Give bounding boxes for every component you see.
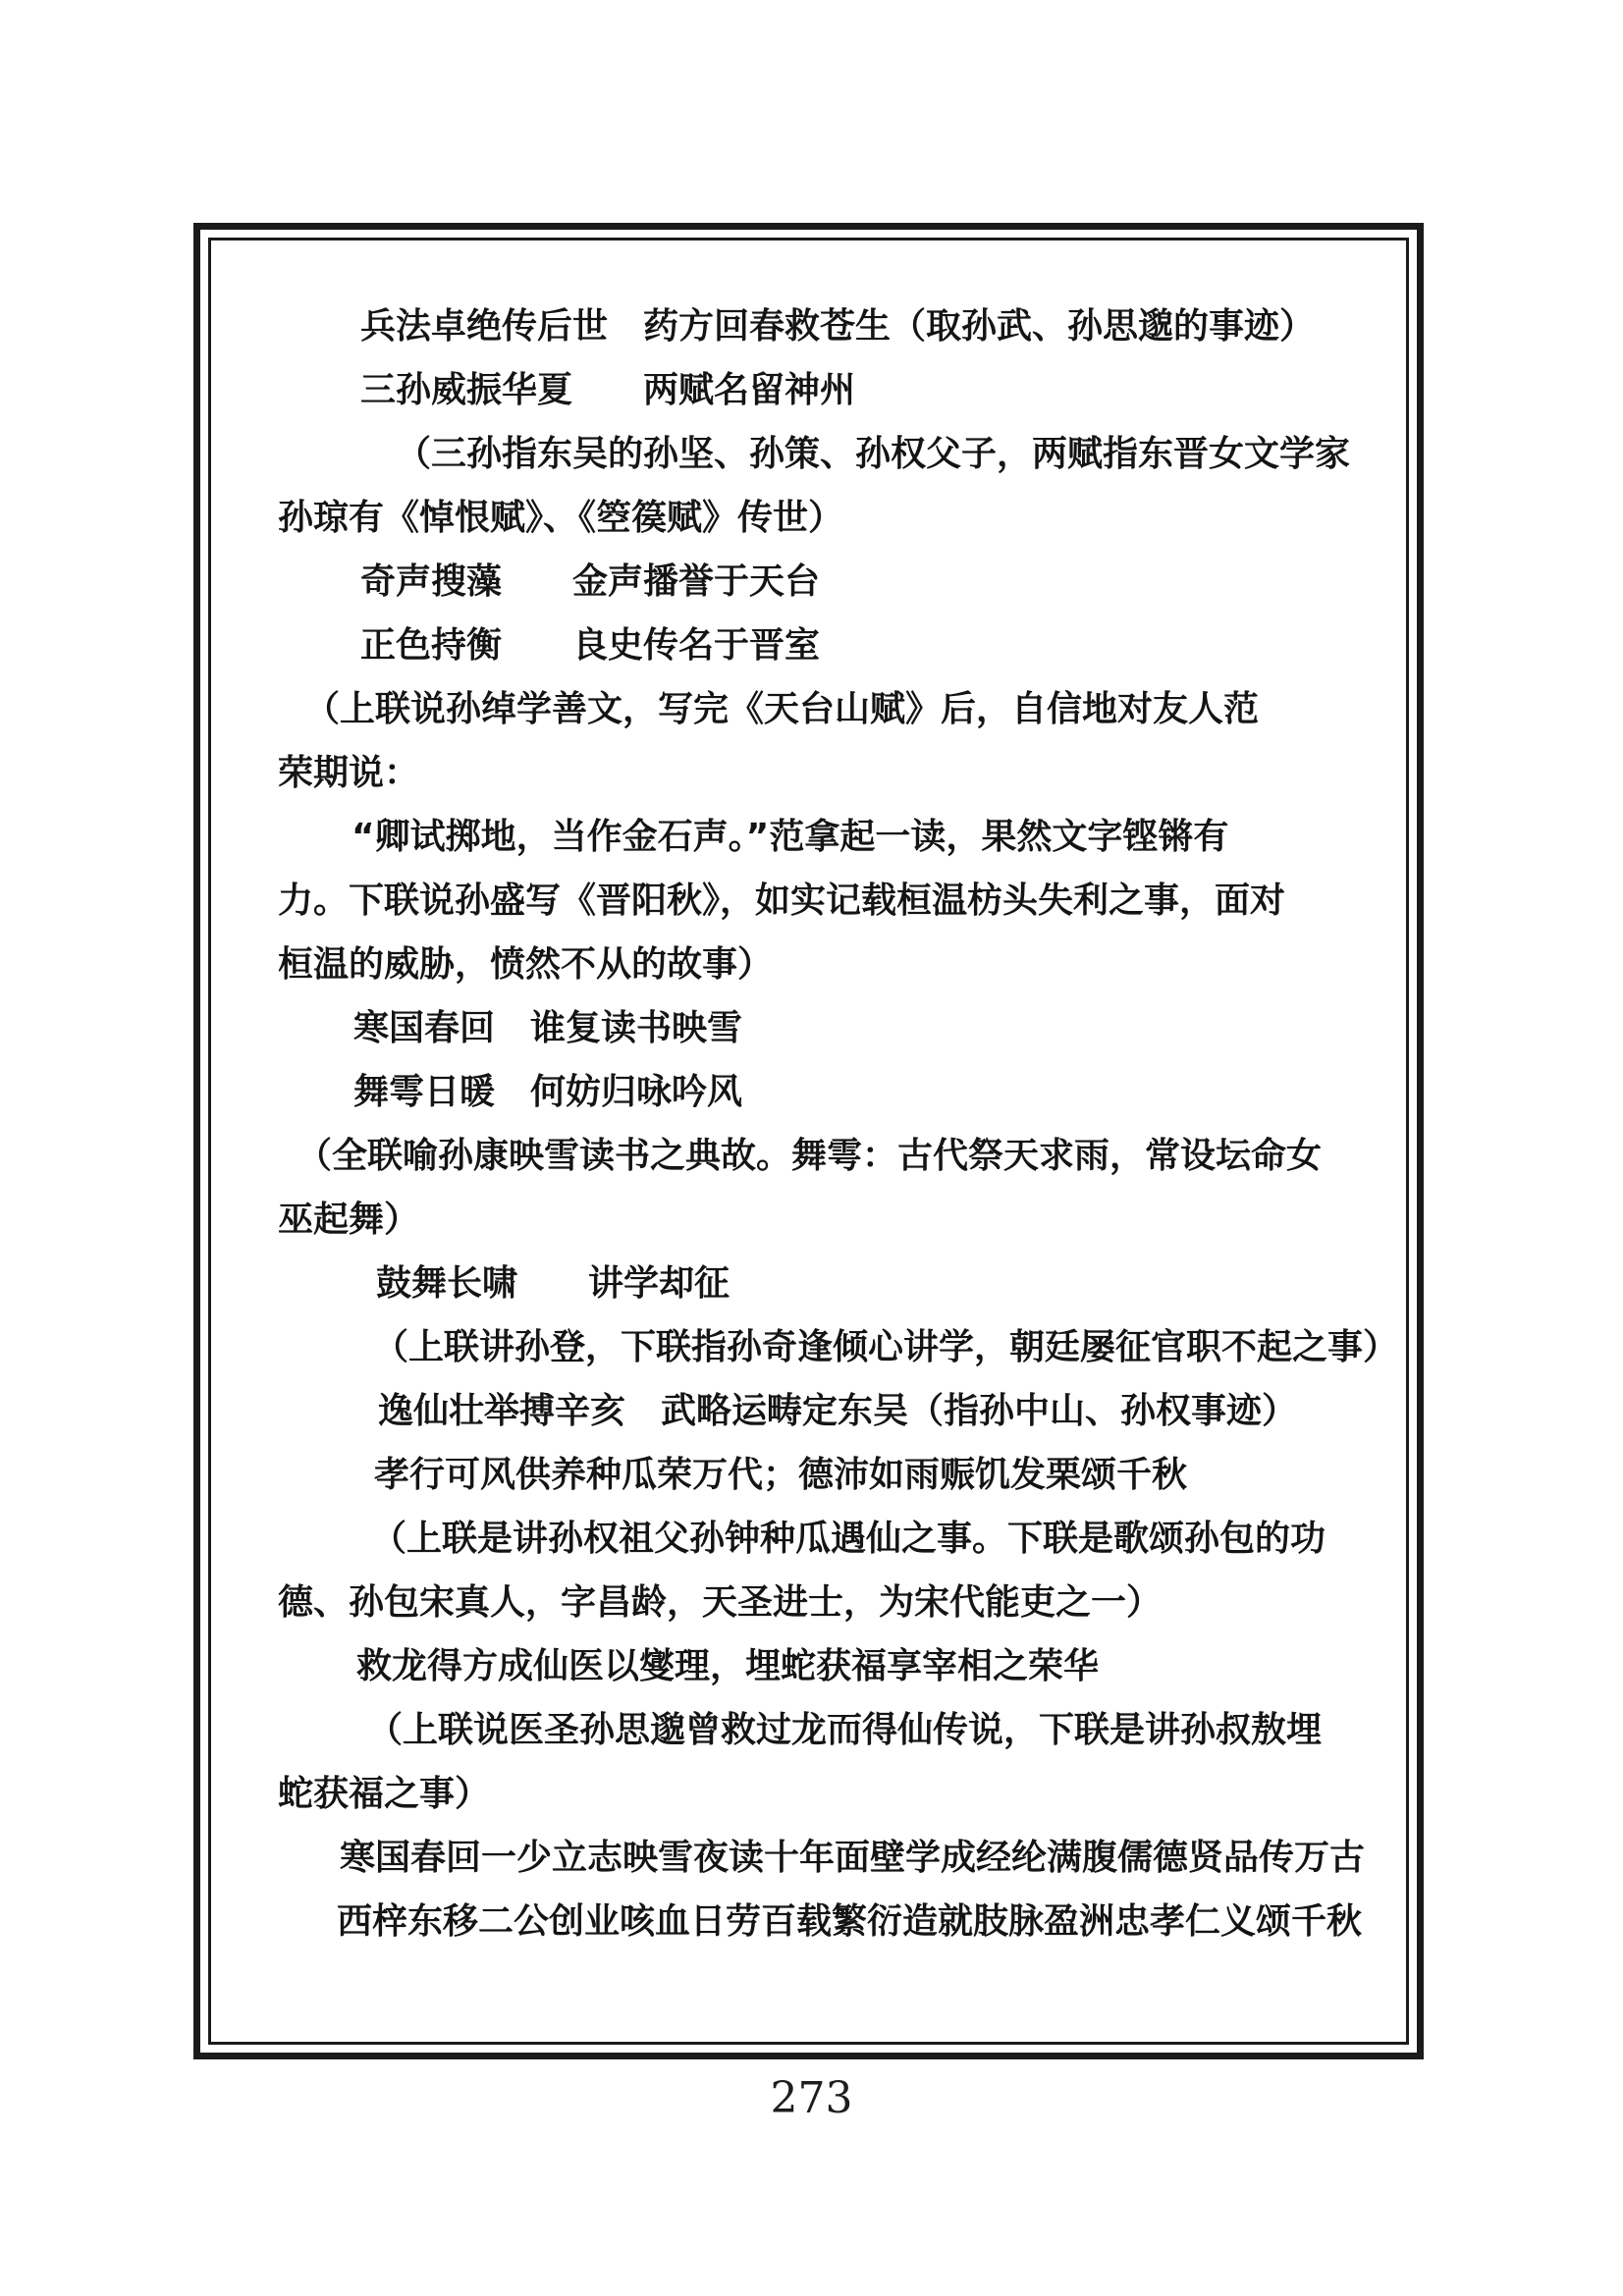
text-line: （上联是讲孙权祖父孙钟种瓜遇仙之事。下联是歌颂孙包的功 xyxy=(371,1519,1326,1559)
page-frame-inner xyxy=(208,238,1409,2045)
text-line: 荣期说： xyxy=(278,753,420,793)
text-line: “卿试掷地，当作金石声。”范拿起一读，果然文字铿锵有 xyxy=(352,817,1229,857)
text-line: 兵法卓绝传后世 药方回春救苍生（取孙武、孙思邈的事迹） xyxy=(360,306,1316,347)
text-line: 孙琼有《悼恨赋》、《箜篌赋》传世） xyxy=(278,498,844,538)
text-line: 逸仙壮举搏辛亥 武略运畴定东吴（指孙中山、孙权事迹） xyxy=(378,1391,1298,1431)
text-content xyxy=(278,294,1399,1953)
text-line: 巫起舞） xyxy=(278,1200,420,1240)
text-line: 寒国春回一少立志映雪夜读十年面壁学成经纶满腹儒德贤品传万古 xyxy=(340,1838,1366,1878)
page-frame xyxy=(193,223,1424,2059)
text-line: 孝行可风供养种瓜荣万代；德沛如雨赈饥发栗颂千秋 xyxy=(374,1455,1188,1495)
text-line: 力。下联说孙盛写《晋阳秋》，如实记载桓温枋头失利之事，面对 xyxy=(278,881,1286,921)
text-line: 西梓东移二公创业咳血日劳百载繁衍造就肢脉盈洲忠孝仁义颂千秋 xyxy=(337,1901,1363,1942)
text-line: （上联说医圣孙思邈曾救过龙而得仙传说，下联是讲孙叔敖埋 xyxy=(367,1710,1323,1750)
text-line: （上联说孙绰学善文，写完《天台山赋》后，自信地对友人范 xyxy=(304,689,1260,729)
text-line: 鼓舞长啸 讲学却征 xyxy=(376,1263,730,1304)
text-line: 德、孙包宋真人，字昌龄，天圣进士，为宋代能吏之一） xyxy=(278,1582,1163,1623)
text-line: 奇声搜藻 金声播誉于天台 xyxy=(360,561,821,602)
text-line: 寒国春回 谁复读书映雪 xyxy=(353,1008,743,1048)
text-line: （全联喻孙康映雪读书之典故。舞雩：古代祭天求雨，常设坛命女 xyxy=(297,1136,1323,1176)
text-line: 正色持衡 良史传名于晋室 xyxy=(360,625,821,666)
text-line: 桓温的威胁，愤然不从的故事） xyxy=(278,944,774,985)
text-line: （三孙指东吴的孙坚、孙策、孙权父子，两赋指东晋女文学家 xyxy=(396,434,1351,474)
text-line: （上联讲孙登，下联指孙奇逢倾心讲学，朝廷屡征官职不起之事） xyxy=(373,1327,1399,1367)
text-line: 三孙威振华夏 两赋名留神州 xyxy=(360,370,856,410)
text-line: 舞雩日暖 何妨归咏吟风 xyxy=(353,1072,743,1112)
text-line: 救龙得方成仙医以燮理，埋蛇获福享宰相之荣华 xyxy=(356,1646,1100,1686)
text-line: 蛇获福之事） xyxy=(278,1774,491,1814)
page-number: 273 xyxy=(770,2073,853,2123)
